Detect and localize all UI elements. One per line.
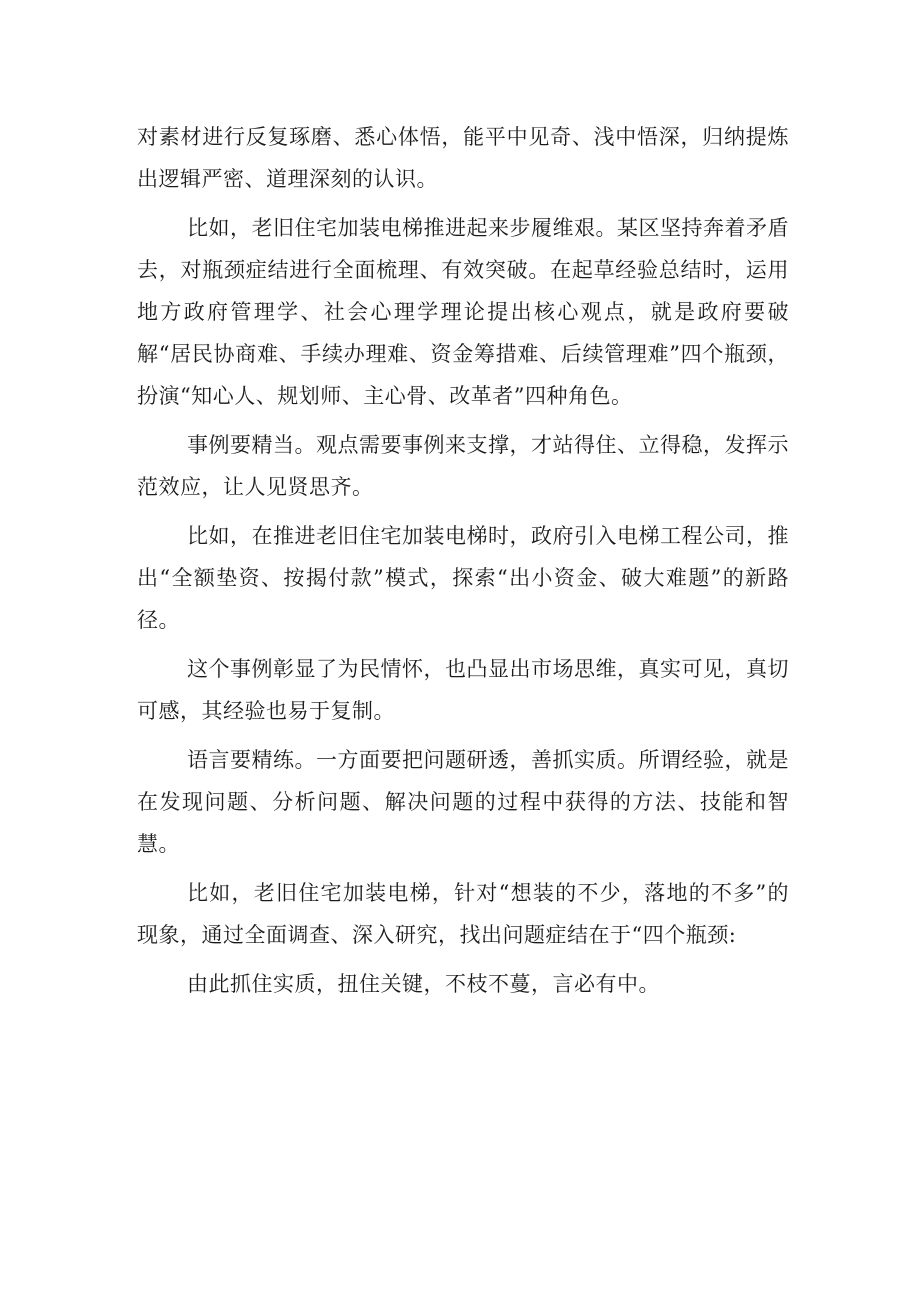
paragraph-example-elevator-viewpoint: 比如，老旧住宅加装电梯推进起来步履维艰。某区坚持奔着矛盾去，对瓶颈症结进行全面梳理、有效突破。在起草经验总结时，运用地方政府管理学、社会心理学理论提出核心观点，就是政府要破解“居民协商难、手续办理难、资金筹措难、后续管理难”四个瓶颈，扮演“知心人、规划师、主心骨、改革者”四种角色。	[137, 216, 789, 408]
paragraph-concise-language: 语言要精练。一方面要把问题研透，善抓实质。所谓经验，就是在发现问题、分析问题、解决问题的过程中获得的方法、技能和智慧。	[137, 748, 789, 856]
paragraph-case-significance: 这个事例彰显了为民情怀，也凸显出市场思维，真实可见，真切可感，其经验也易于复制。	[137, 657, 789, 723]
paragraph-conclusion: 由此抓住实质，扭住关键，不枝不蔓，言必有中。	[187, 972, 660, 996]
paragraph-example-financing-model: 比如，在推进老旧住宅加装电梯时，政府引入电梯工程公司，推出“全额垫资、按揭付款”模式，探索“出小资金、破大难题”的新路径。	[137, 524, 789, 632]
paragraph-continuation: 对素材进行反复琢磨、悉心体悟，能平中见奇、浅中悟深，归纳提炼出逻辑严密、道理深刻的认识。	[137, 125, 789, 191]
document-body	[137, 116, 789, 1012]
paragraph-example-bottlenecks: 比如，老旧住宅加装电梯，针对“想装的不少，落地的不多”的现象，通过全面调查、深入研究，找出问题症结在于“四个瓶颈:	[137, 881, 789, 947]
paragraph-case-selection: 事例要精当。观点需要事例来支撑，才站得住、立得稳，发挥示范效应，让人见贤思齐。	[137, 433, 789, 499]
